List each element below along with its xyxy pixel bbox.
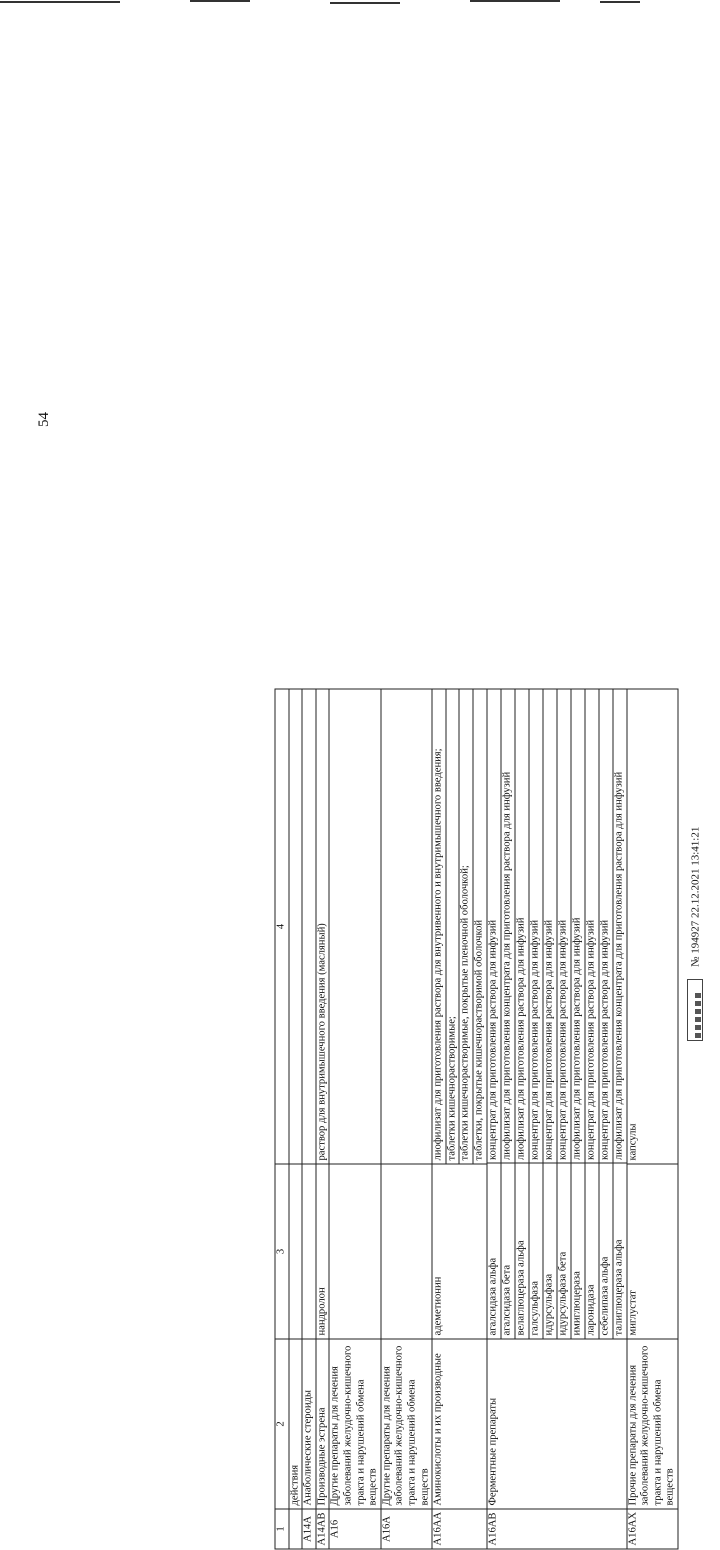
drug-subtable [487, 689, 626, 1339]
table-row [487, 689, 627, 1549]
atc-code-cell: A16AA [432, 1509, 486, 1549]
table-row [329, 689, 380, 1549]
atc-code-cell: A16A [381, 1509, 432, 1549]
group-name-cell: Производные эстрена [316, 1339, 330, 1509]
dosage-form-cell [329, 689, 380, 1164]
dosage-form-cell: лиофилизат для приготовления концентрата для приготовления раствора для инфузий [501, 689, 515, 1164]
drug-name-cell: велаглюцераза альфа [515, 1164, 529, 1339]
scan-edge-artifact [0, 0, 640, 6]
dosage-form-cell [432, 689, 486, 1164]
drug-name-cell: нандролон [316, 1164, 330, 1339]
atc-code-cell: A16AX [627, 1509, 678, 1549]
dosage-form-cell: концентрат для приготовления раствора для инфузий [487, 689, 501, 1164]
dosage-form-cell [289, 689, 303, 1164]
group-name-cell: Другие препараты для лечения заболеваний желудочно-кишечного тракта и нарушений обмена веществ [381, 1339, 432, 1509]
dosage-form-cell: концентрат для приготовления раствора для инфузий [585, 689, 599, 1164]
dosage-form-cell: лиофилизат для приготовления раствора для инфузий [515, 689, 529, 1164]
dosage-form-cell: концентрат для приготовления раствора для инфузий [529, 689, 543, 1164]
table-row [432, 689, 486, 1549]
dosage-form-line: лиофилизат для приготовления раствора для внутривенного и внутримышечного введения; [433, 690, 447, 1164]
dosage-form-line: раствор для внутримышечного введения (масляный) [316, 923, 328, 1161]
drug-name-cell [289, 1164, 303, 1339]
dosage-form-cell: лиофилизат для приготовления раствора для инфузий [571, 689, 585, 1164]
drug-subrow [501, 689, 515, 1339]
page-number: 54 [36, 412, 52, 427]
dosage-form-cell: концентрат для приготовления раствора для инфузий [599, 689, 613, 1164]
header-cell-1: 1 [275, 1509, 289, 1549]
dosage-form-cell [302, 689, 316, 1164]
header-cell-3: 3 [275, 1164, 289, 1339]
dosage-form-line: таблетки, покрытые кишечнорастворимой оболочкой [473, 919, 485, 1161]
drug-name-cell [381, 1164, 432, 1339]
drug-subrow [571, 689, 585, 1339]
atc-code-cell: A16 [329, 1509, 380, 1549]
drug-subrow [515, 689, 529, 1339]
group-name-cell: Аминокислоты и их производные [432, 1339, 486, 1509]
drug-name-cell: талиглюцераза альфа [613, 1164, 627, 1339]
drug-name-cell: имиглюцераза [571, 1164, 585, 1339]
group-name-cell: действия [289, 1339, 303, 1509]
drug-subrow [487, 689, 501, 1339]
table-row [627, 689, 678, 1549]
drug-subrow [557, 689, 571, 1339]
dosage-form-cell [381, 689, 432, 1164]
dosage-form-cell: лиофилизат для приготовления концентрата для приготовления раствора для инфузий [613, 771, 624, 1160]
table-row [381, 689, 432, 1549]
stamp-logo [687, 979, 703, 1041]
header-row [275, 689, 289, 1549]
document-footer [686, 771, 704, 1041]
dosage-form-line: таблетки кишечнорастворимые; [446, 690, 460, 1164]
drug-name-cell: агалсидаза бета [501, 1164, 515, 1339]
group-name-cell: Анаболические стероиды [302, 1339, 316, 1509]
drug-subrow [599, 689, 613, 1339]
dosage-form-cell: концентрат для приготовления раствора для инфузий [543, 689, 557, 1164]
group-name-cell: Ферментные препараты [487, 1339, 627, 1509]
table-row [302, 689, 316, 1549]
rotated-table-sheet [275, 690, 720, 1550]
table-row [316, 689, 330, 1549]
dosage-form-cell: концентрат для приготовления раствора для инфузий [557, 689, 571, 1164]
drug-name-cell: адеметионин [432, 1164, 486, 1339]
drug-name-cell [302, 1164, 316, 1339]
drug-name-cell: агалсидаза альфа [487, 1164, 501, 1339]
drug-name-cell: ларонидаза [585, 1164, 599, 1339]
header-cell-4: 4 [275, 689, 289, 1164]
atc-code-cell: A14A [302, 1509, 316, 1549]
drug-name-cell: себелипаза альфа [599, 1164, 613, 1339]
drug-name-cell: идурсульфаза бета [557, 1164, 571, 1339]
drug-table [275, 689, 679, 1550]
header-cell-2: 2 [275, 1339, 289, 1509]
drug-name-cell [329, 1164, 380, 1339]
drug-subrow [613, 689, 627, 1339]
drug-subrow [585, 689, 599, 1339]
document-id: № 194927 22.12.2021 13:41:21 [689, 826, 702, 967]
atc-code-cell: A14AB [316, 1509, 330, 1549]
drug-subtable-cell [487, 689, 627, 1339]
drug-name-cell: идурсульфаза [543, 1164, 557, 1339]
dosage-form-line: капсулы [627, 1123, 638, 1161]
drug-subrow [543, 689, 557, 1339]
group-name-cell: Другие препараты для лечения заболеваний желудочно-кишечного тракта и нарушений обмена веществ [329, 1339, 380, 1509]
atc-code-cell: A16AB [487, 1509, 627, 1549]
dosage-form-cell [316, 689, 330, 1164]
dosage-form-line: таблетки кишечнорастворимые, покрытые пленочной оболочкой; [460, 690, 474, 1164]
group-name-cell: Прочие препараты для лечения заболеваний желудочно-кишечного тракта и нарушений обмена веществ [627, 1339, 678, 1509]
drug-name-cell: миглустат [627, 1164, 678, 1339]
drug-subrow [529, 689, 543, 1339]
table-row [289, 689, 303, 1549]
dosage-form-cell [627, 689, 678, 1164]
atc-code-cell [289, 1509, 303, 1549]
drug-name-cell: галсульфаза [529, 1164, 543, 1339]
